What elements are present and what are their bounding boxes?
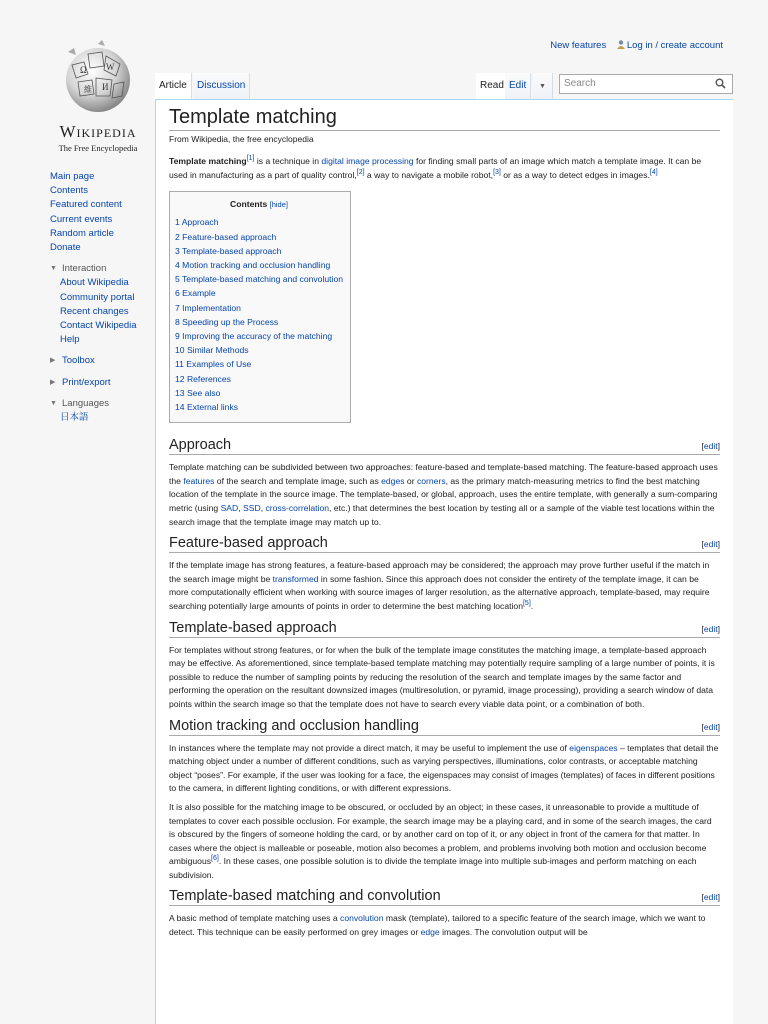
wordmark: Wikipedia (59, 122, 137, 141)
sidebar-item-random-article[interactable]: Random article (50, 227, 114, 239)
search-input[interactable] (560, 75, 708, 91)
toc-item[interactable]: 8 Speeding up the Process (175, 316, 279, 327)
edit-section-link[interactable]: edit (703, 539, 718, 550)
sidebar-item-current-events[interactable]: Current events (50, 213, 113, 225)
toc-hide-toggle[interactable]: [hide] (269, 200, 288, 210)
intro-paragraph: Template matching[1] is a technique in digital image processing for finding small parts of an image which match a template image. It can be used in manufacturing as a part of quality control,[2] a way to navigate a mobile robot,[3] or as a way to detect edges in images.[4] (169, 155, 702, 180)
section-heading-approach: Approach [edit] (169, 437, 720, 454)
sidebar-item-donate[interactable]: Donate (50, 242, 81, 254)
sidebar-item-community-portal[interactable]: Community portal (60, 291, 135, 303)
article-content (155, 99, 733, 1024)
page-title: Template matching (169, 106, 720, 131)
toc-item[interactable]: 7 Implementation (175, 302, 241, 313)
reference-link[interactable]: [6] (211, 855, 219, 863)
toc-item[interactable]: 2 Feature-based approach (175, 231, 277, 242)
toc-item[interactable]: 13 See also (175, 387, 221, 398)
link-corners[interactable]: corners (416, 475, 446, 486)
tab-article[interactable]: Article (155, 73, 192, 99)
sidebar-item-contact-wikipedia[interactable]: Contact Wikipedia (60, 320, 137, 332)
toc-item[interactable]: 11 Examples of Use (175, 359, 252, 370)
svg-text:И: И (102, 82, 109, 92)
section-paragraph: If the template image has strong features, a feature-based approach may be considered; the approach may prove further useful if the match in the search image might be transformed in some fashion. Since this approach does not consider the entirety of the template image, it can be more computationally efficient when working with source images of larger resolution, as the alternative approach, template-based, may require searching potentially large amounts of points in order to determine the best matching location[5]. (169, 560, 710, 611)
sidebar-item-featured-content[interactable]: Featured content (50, 199, 122, 211)
login-link[interactable]: Log in / create account (626, 40, 723, 51)
tab-edit[interactable]: Edit (505, 73, 531, 99)
search-box (559, 74, 733, 94)
toc-item[interactable]: 5 Template-based matching and convolution (175, 274, 344, 285)
reference-link[interactable]: [3] (493, 168, 501, 176)
link-features[interactable]: features (183, 475, 215, 486)
toc-item[interactable]: 6 Example (175, 288, 216, 299)
personal-tools (542, 40, 723, 51)
section-paragraph: In instances where the template may not provide a direct match, it may be useful to implement the use of eigenspaces – templates that detail the matching object under a number of different conditions, such as varying perspectives, illuminations, color contrasts, or acceptable matching object “poses”. For example, if the user was looking for a face, the eigenspaces may consist of images (templates) of faces in different positions to the camera, in different lighting conditions, or with different expressions. (169, 742, 719, 794)
section-paragraph: Template matching can be subdivided between two approaches: feature-based and template-based matching. The feature-based approach uses the features of the search and template image, such as edges or corners, as the primary match-measuring metrics to find the best matching location of the template in the source image. The template-based, or global, approach, uses the entire template, with generally a sum-comparing metric (using SAD, SSD, cross-correlation, etc.) that determines the best location by testing all or a sample of the viable test locations within the search image that the template image may match up to. (169, 462, 718, 527)
sidebar-item-help[interactable]: Help (60, 334, 80, 346)
triangle-down-icon: ▼ (50, 399, 57, 407)
toc-item[interactable]: 3 Template-based approach (175, 245, 282, 256)
sidebar-item-contents[interactable]: Contents (50, 185, 89, 197)
section-paragraph: It is also possible for the matching image to be obscured, or occluded by an object; in these cases, it unreasonable to provide a multitude of templates to cover each possible occlusion. For example, the search image may be a playing card, and in some of the search images, the card is obscured by the fingers of someone holding the card, or by another card on top of it, or any object in front of the camera for that matter. In cases where the object is malleable or poseable, motion also becomes a problem, and problems involving both motion and occlusion become ambiguous[6]. In these cases, one possible solution is to divide the template image into multiple sub-images and perform matching on each subdivision. (169, 801, 712, 880)
link-cross-correlation[interactable]: cross-correlation (265, 503, 330, 514)
toc-title: Contents (230, 199, 268, 210)
section-paragraph: A basic method of template matching uses a convolution mask (template), tailored to a specific feature of the search image, which we want to detect. This technique can be easily performed on grey images or edge images. The convolution output will be (169, 913, 706, 938)
toc-item[interactable]: 9 Improving the accuracy of the matching (175, 331, 333, 342)
tab-read[interactable]: Read (476, 73, 509, 99)
interaction-heading[interactable]: ▼ Interaction (50, 262, 160, 276)
svg-text:W: W (106, 62, 115, 72)
language-link[interactable]: 日本語 (60, 412, 89, 424)
toc-item[interactable]: 10 Similar Methods (175, 345, 249, 356)
sidebar-item-about-wikipedia[interactable]: About Wikipedia (60, 277, 129, 289)
reference-link[interactable]: [1] (246, 155, 255, 163)
edit-section-link[interactable]: edit (703, 441, 718, 452)
languages-heading[interactable]: ▼ Languages (50, 397, 160, 411)
new-features-link[interactable]: New features (550, 40, 607, 51)
toc-item[interactable]: 12 References (175, 373, 231, 384)
link-eigenspaces[interactable]: eigenspaces (569, 742, 618, 753)
edit-section-link[interactable]: edit (703, 623, 718, 634)
section-heading-convolution: Template-based matching and convolution [edit] (169, 888, 720, 905)
triangle-right-icon: ▶ (50, 378, 56, 386)
reference-link[interactable]: [5] (522, 600, 531, 608)
link-sad[interactable]: SAD (220, 503, 239, 514)
sidebar-item-recent-changes[interactable]: Recent changes (60, 305, 129, 317)
link-convolution[interactable]: convolution (340, 913, 384, 924)
table-of-contents (169, 191, 351, 423)
search-icon[interactable] (715, 78, 726, 89)
chevron-down-icon: ▼ (539, 83, 546, 90)
toc-item[interactable]: 14 External links (175, 402, 239, 413)
link-ssd[interactable]: SSD (243, 503, 261, 514)
toc-item[interactable]: 1 Approach (175, 217, 219, 228)
tab-discussion[interactable]: Discussion (193, 73, 250, 99)
toolbox-heading[interactable]: ▶ Toolbox (50, 354, 160, 368)
link-transformed[interactable]: transformed (272, 573, 319, 584)
section-heading-feature-based: Feature-based approach [edit] (169, 535, 720, 552)
edit-section-link[interactable]: edit (703, 721, 718, 732)
site-subtitle: From Wikipedia, the free encyclopedia (169, 134, 314, 144)
section-heading-template-based: Template-based approach [edit] (169, 619, 720, 636)
printexport-heading[interactable]: ▶ Print/export (50, 376, 160, 390)
svg-text:Ω: Ω (80, 65, 87, 75)
toc-item[interactable]: 4 Motion tracking and occlusion handling (175, 260, 331, 270)
sidebar (50, 170, 160, 425)
more-actions-menu[interactable] (533, 73, 553, 99)
section-heading-motion-tracking: Motion tracking and occlusion handling [edit] (169, 717, 720, 734)
link-edge[interactable]: edge (420, 927, 440, 938)
sidebar-item-main-page[interactable]: Main page (50, 171, 95, 182)
triangle-right-icon: ▶ (50, 357, 56, 365)
puzzle-globe-icon (58, 40, 138, 115)
triangle-down-icon: ▼ (50, 265, 57, 273)
user-icon (617, 40, 625, 49)
tagline: The Free Encyclopedia (58, 143, 138, 153)
svg-text:維: 維 (84, 85, 92, 94)
reference-link[interactable]: [2] (356, 168, 365, 176)
tab-bar (155, 73, 733, 99)
edit-section-link[interactable]: edit (703, 892, 718, 903)
link-edges[interactable]: edges (381, 475, 405, 486)
section-paragraph: For templates without strong features, or for when the bulk of the template image constitutes the matching image, a template-based approach may be effective. As aforementioned, since template-based template matching may potentially require sampling of a large number of points, it is possible to reduce the number of sampling points by reducing the resolution of the search and template images by the same factor and performing the operation on the resultant downsized images (multiresolution, or pyramid, image processing), providing a search window of data points within the search image so that the template does not have to search every viable data point, or a combination of both. (169, 644, 715, 709)
wikipedia-logo[interactable] (48, 40, 148, 153)
link-digital-image-processing[interactable]: digital image processing (321, 156, 414, 166)
reference-link[interactable]: [4] (649, 168, 658, 176)
